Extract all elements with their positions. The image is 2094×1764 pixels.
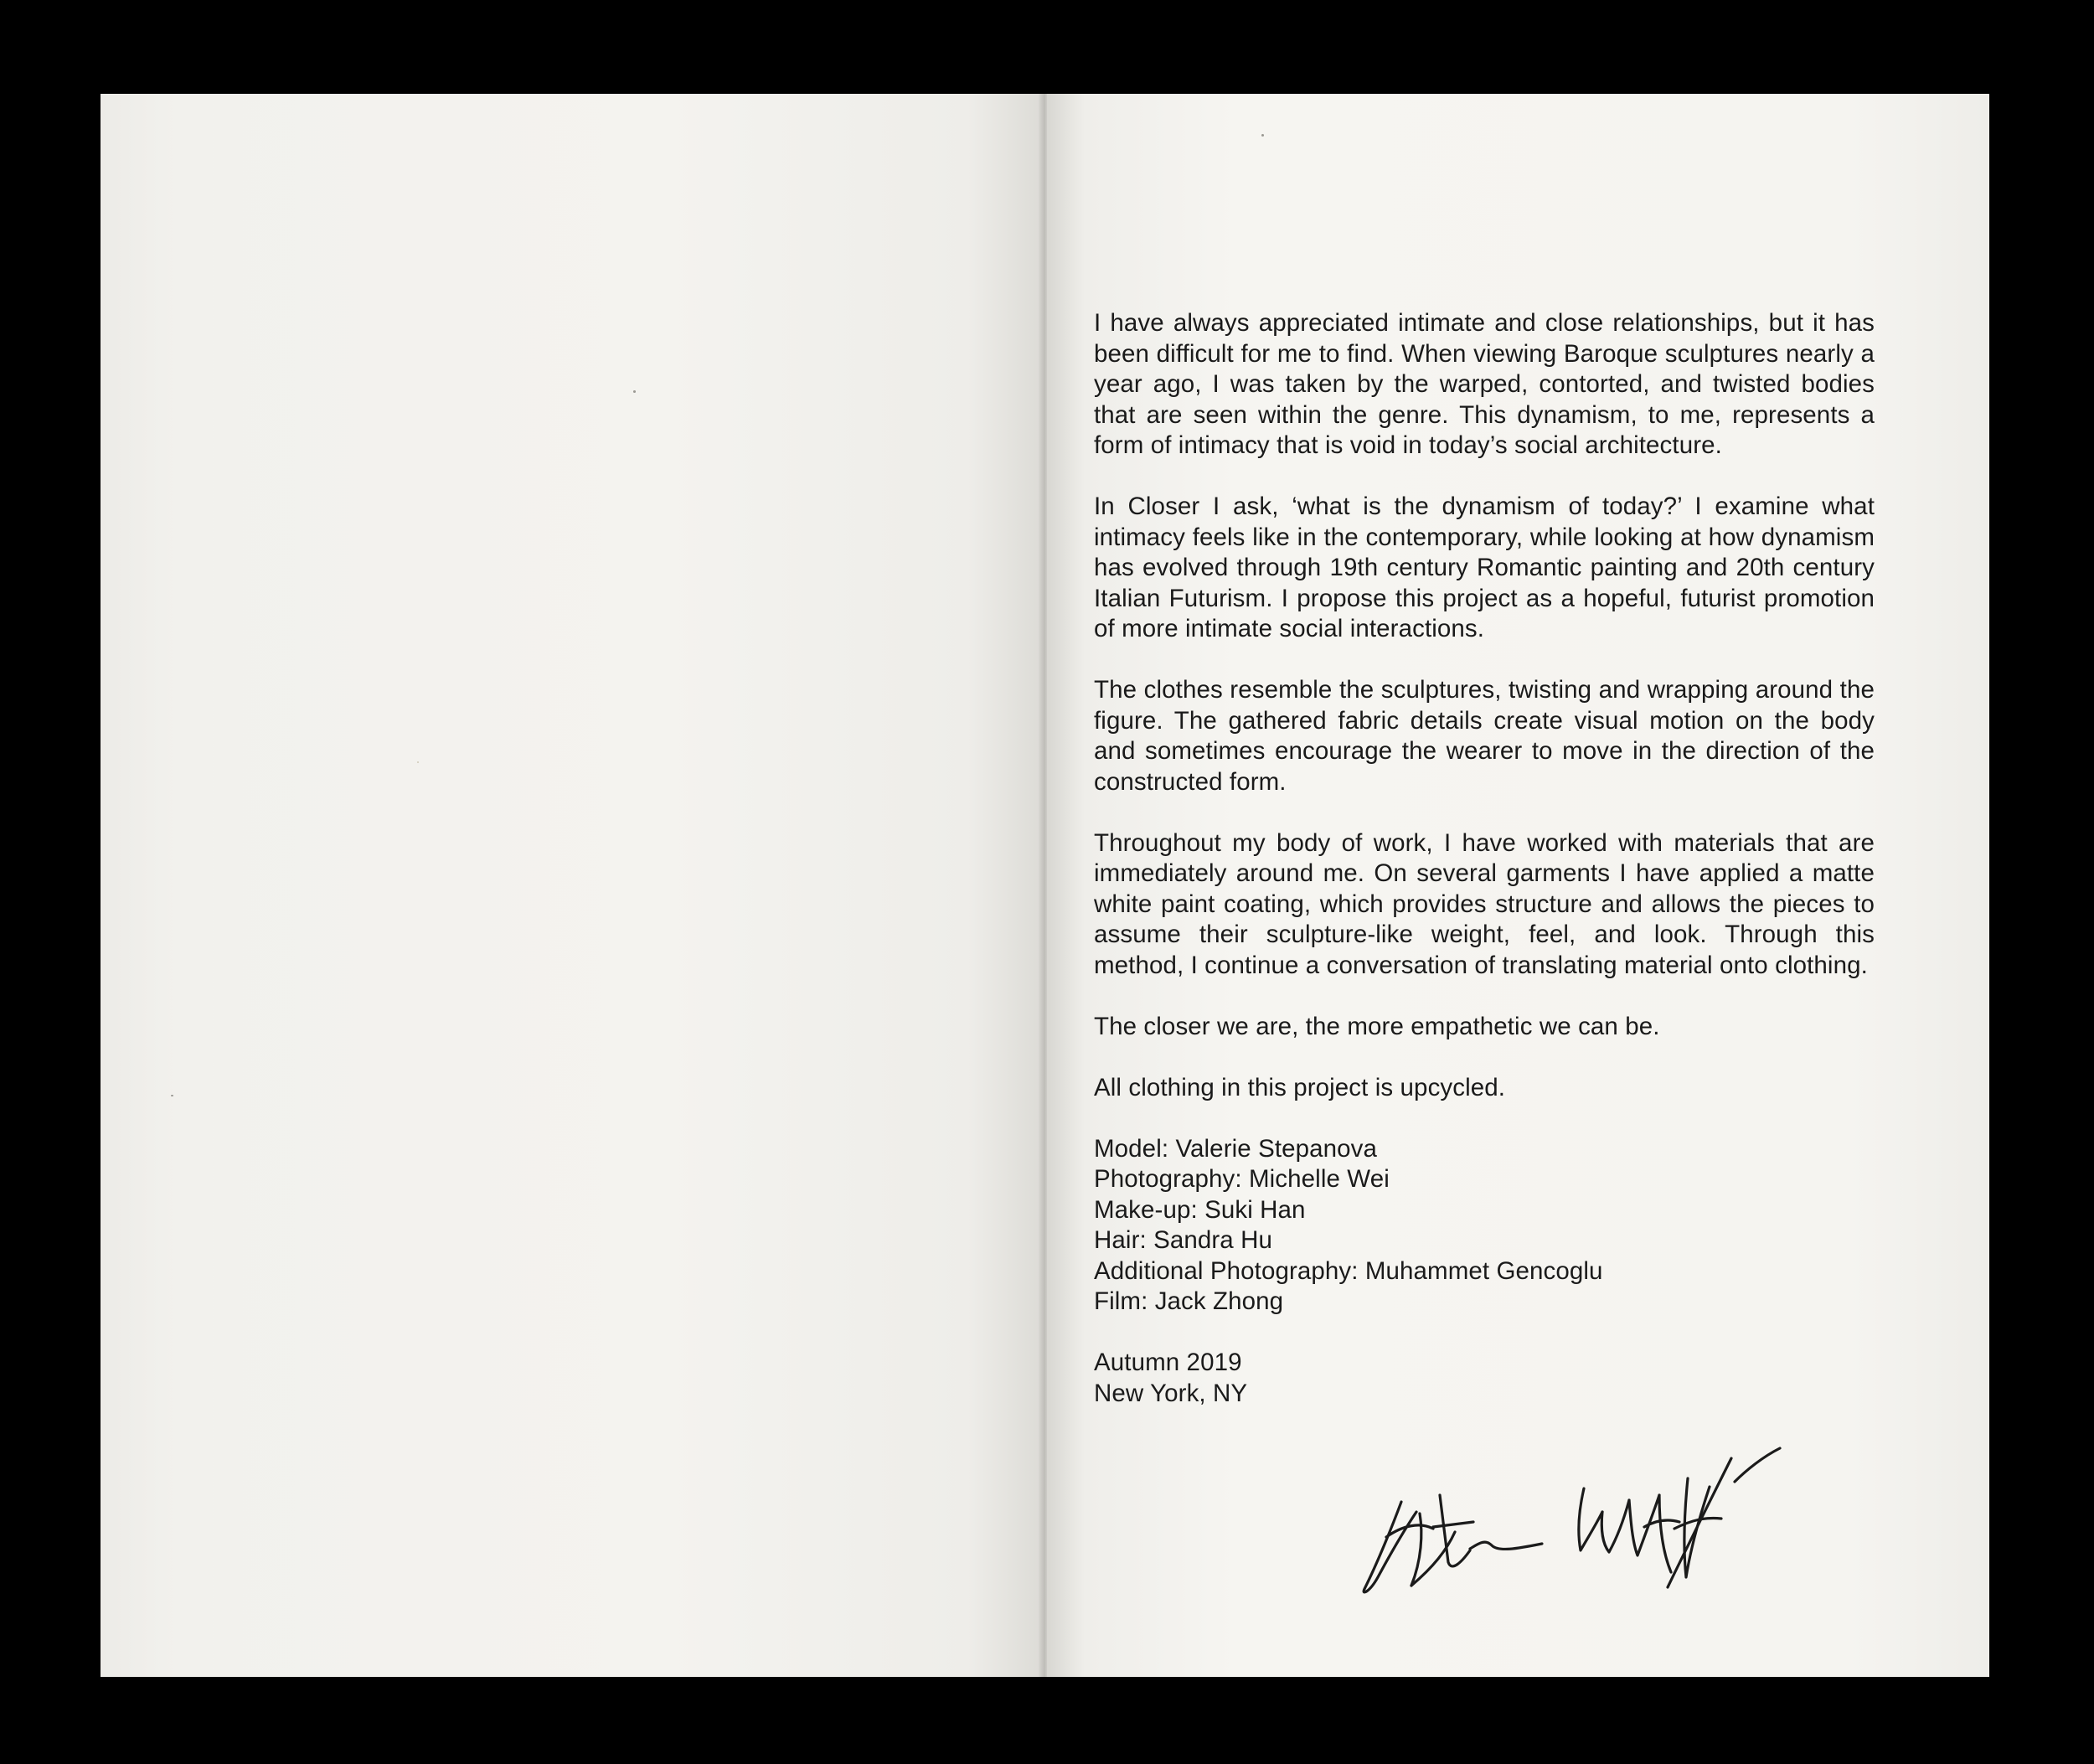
credit-photography: Photography: Michelle Wei (1094, 1165, 1390, 1193)
statement-paragraph: The clothes resemble the sculptures, twisting and wrapping around the figure. The gathered fabric details create visual motion on the body and sometimes encourage the wearer to move in the direction of the constructed form. (1094, 676, 1875, 796)
season: Autumn 2019 (1094, 1349, 1242, 1376)
statement-paragraph: In Closer I ask, ‘what is the dynamism of today?’ I examine what intimacy feels like in the contemporary, while looking at how dynamism has evolved through 19th century Romantic painting and 20th century Italian Futurism. I propose this project as a hopeful, futurist promotion of more intimate social interactions. (1094, 493, 1875, 642)
credit-makeup: Make-up: Suki Han (1094, 1195, 1306, 1224)
location: New York, NY (1094, 1379, 1248, 1407)
credit-additional-photography: Additional Photography: Muhammet Gencoglu (1094, 1256, 1603, 1285)
statement-paragraph: I have always appreciated intimate and close relationships, but it has been difficult for me to find. When viewing Baroque sculptures nearly a year ago, I was taken by the warped, contorted, and twisted bodies that are seen within the genre. This dynamism, to me, represents a form of intimacy that is void in today’s social architecture. (1094, 309, 1875, 459)
paper-speck (171, 1095, 173, 1096)
credit-hair: Hair: Sandra Hu (1094, 1226, 1273, 1254)
credit-model: Model: Valerie Stepanova (1094, 1134, 1378, 1163)
closing-line: The closer we are, the more empathetic we can be. (1094, 1012, 1660, 1040)
upcycled-note: All clothing in this project is upcycled. (1094, 1073, 1506, 1101)
handwritten-signature (1353, 1445, 1788, 1604)
left-page-blank (101, 94, 1044, 1677)
paper-speck (417, 761, 419, 763)
date-place (1094, 1348, 1875, 1409)
credit-film: Film: Jack Zhong (1094, 1287, 1284, 1315)
statement-paragraph: Throughout my body of work, I have worked with materials that are immediately around me. On several garments I have applied a matte white paint coating, which provides structure and allows the pieces to assume their sculpture-like weight, feel, and look. Through this method, I continue a conversation of translating material onto clothing. (1094, 828, 1875, 979)
paper-speck (633, 390, 636, 393)
artist-statement (1094, 308, 1875, 1440)
credits-list (1094, 1134, 1875, 1318)
paper-speck (1261, 134, 1264, 137)
